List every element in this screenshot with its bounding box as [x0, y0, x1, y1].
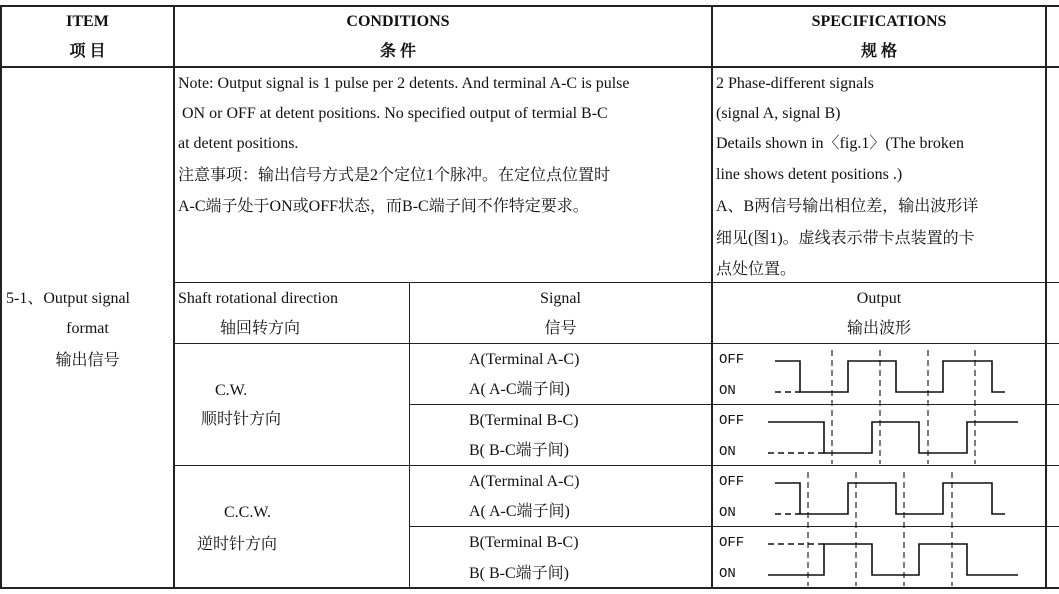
item-label-line3: 输出信号	[55, 352, 120, 369]
ccw-b-on-label: ON	[719, 566, 736, 582]
note-line-2: ON or OFF at detent positions. No specified output of termial B-C	[178, 105, 608, 122]
cw-signal-a-cn: A( A-C端子间)	[469, 381, 570, 398]
ccw-b-waveform	[768, 544, 1018, 575]
cw-signal-b-en: B(Terminal B-C)	[469, 412, 579, 429]
spec-line-1: 2 Phase-different signals	[716, 75, 874, 92]
ccw-signal-a-cn: A( A-C端子间)	[469, 503, 570, 520]
spec-line-3: Details shown in〈fig.1〉(The broken	[716, 135, 964, 152]
ccw-signal-b-en: B(Terminal B-C)	[469, 534, 579, 551]
cw-b-waveform	[768, 422, 1018, 453]
header-specifications-en: SPECIFICATIONS	[811, 13, 947, 30]
subheader-direction-cn: 轴回转方向	[220, 320, 301, 337]
subheader-output-en: Output	[856, 290, 902, 307]
cw-label-en: C.W.	[215, 382, 248, 399]
ccw-signal-b-cn: B( B-C端子间)	[469, 565, 570, 582]
subheader-signal-cn: 信号	[544, 320, 577, 337]
spec-line-7: 点处位置。	[716, 261, 797, 278]
header-conditions-cn: 条 件	[379, 43, 416, 60]
cw-label-cn: 顺时针方向	[201, 411, 282, 428]
item-label-line2: format	[66, 320, 109, 337]
ccw-a-waveform	[775, 483, 1005, 514]
ccw-a-on-label: ON	[719, 505, 736, 521]
header-conditions-en: CONDITIONS	[346, 13, 450, 30]
note-line-5: A-C端子处于ON或OFF状态，而B-C端子间不作特定要求。	[178, 198, 589, 215]
ccw-a-off-label: OFF	[719, 474, 745, 490]
subheader-output-cn: 输出波形	[846, 320, 911, 337]
cw-a-waveform	[775, 361, 1005, 392]
subheader-signal-en: Signal	[540, 290, 581, 307]
cw-signal-b-cn: B( B-C端子间)	[469, 442, 570, 459]
ccw-label-cn: 逆时针方向	[197, 536, 278, 553]
note-line-3: at detent positions.	[178, 135, 299, 152]
spec-line-5: A、B两信号输出相位差，输出波形详	[716, 198, 979, 215]
header-item-en: ITEM	[66, 13, 109, 30]
spec-line-6: 细见(图1)。虚线表示带卡点装置的卡	[716, 230, 975, 247]
header-item-cn: 项 目	[69, 43, 106, 60]
spec-line-4: line shows detent positions .)	[716, 166, 903, 183]
cw-a-on-label: ON	[719, 383, 736, 399]
ccw-label-en: C.C.W.	[224, 504, 271, 521]
spec-line-2: (signal A, signal B)	[716, 105, 841, 122]
cw-signal-a-en: A(Terminal A-C)	[469, 351, 580, 368]
item-label-line1: 5-1、Output signal	[6, 290, 130, 307]
note-line-1: Note: Output signal is 1 pulse per 2 detents. And terminal A-C is pulse	[178, 75, 630, 92]
cw-a-off-label: OFF	[719, 352, 745, 368]
cw-b-on-label: ON	[719, 444, 736, 460]
header-specifications-cn: 规 格	[860, 43, 897, 60]
subheader-direction-en: Shaft rotational direction	[178, 290, 338, 307]
ccw-signal-a-en: A(Terminal A-C)	[469, 473, 580, 490]
ccw-b-off-label: OFF	[719, 535, 745, 551]
note-line-4: 注意事项：输出信号方式是2个定位1个脉冲。在定位点位置时	[178, 167, 611, 184]
cw-b-off-label: OFF	[719, 413, 745, 429]
